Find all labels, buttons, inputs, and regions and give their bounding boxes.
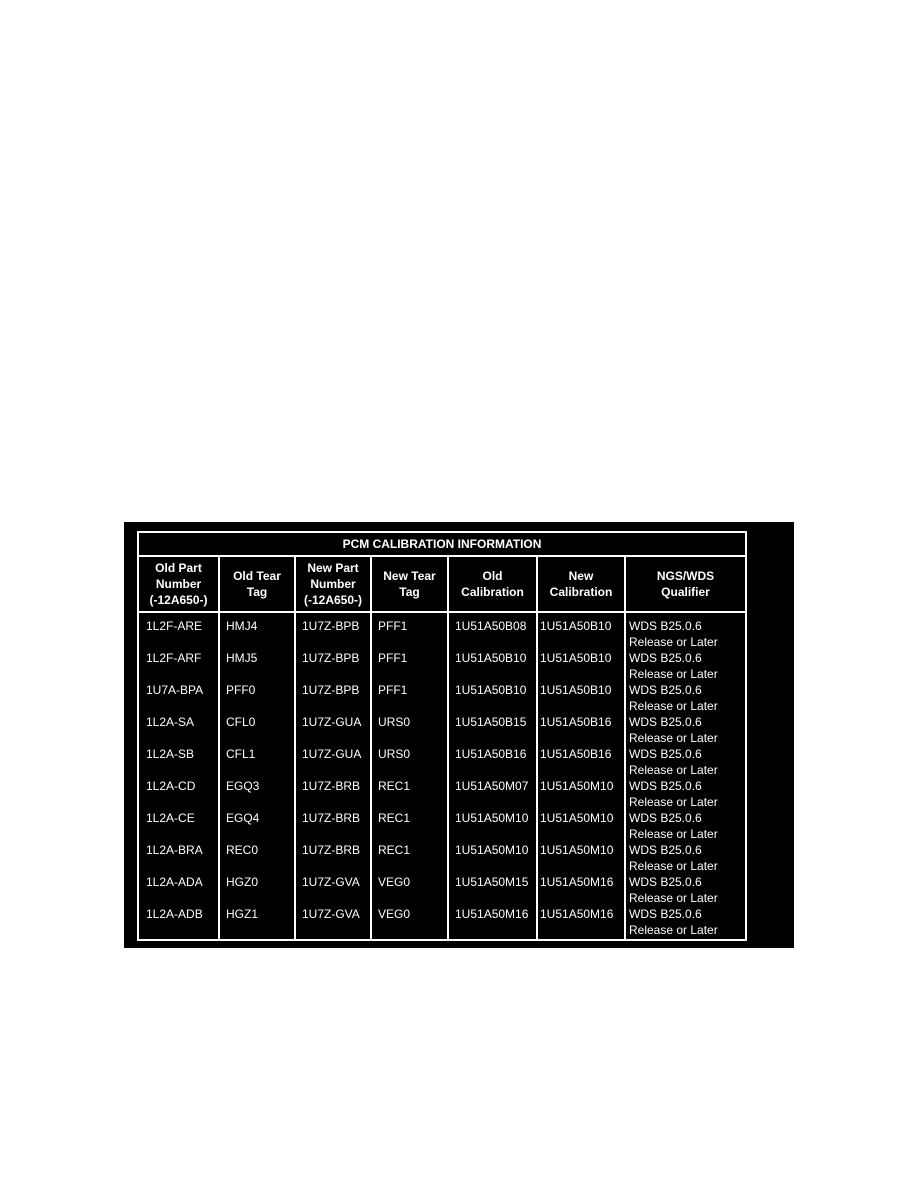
- table-cell: PFF1: [378, 651, 408, 665]
- header-new-part-number: New Part Number (-12A650-): [294, 557, 370, 611]
- table-cell: 1U7Z-GVA: [302, 875, 360, 889]
- table-cell: 1U7Z-BPB: [302, 651, 360, 665]
- table-cell: PFF0: [226, 683, 256, 697]
- table-cell: EGQ4: [226, 811, 260, 825]
- qualifier-line-1: WDS B25.0.6: [629, 715, 702, 729]
- table-cell: 1U7Z-GUA: [302, 715, 362, 729]
- column-old-part-number: [139, 613, 218, 939]
- table-cell: 1U51A50B15: [455, 715, 527, 729]
- column-old-calibration: [447, 613, 536, 939]
- qualifier-line-1: WDS B25.0.6: [629, 683, 702, 697]
- table-cell: 1U51A50B10: [455, 651, 527, 665]
- qualifier-cell: [626, 618, 745, 650]
- table-cell: REC1: [378, 843, 411, 857]
- table-cell: EGQ3: [226, 779, 260, 793]
- table-cell: 1U51A50M10: [540, 811, 614, 825]
- table-cell: 1U51A50M16: [540, 907, 614, 921]
- table-cell: 1U51A50B10: [540, 651, 612, 665]
- header-old-tear-tag: Old Tear Tag: [218, 557, 294, 611]
- table-cell: PFF1: [378, 683, 408, 697]
- column-new-part-number: [294, 613, 370, 939]
- table-cell: 1L2A-BRA: [146, 843, 203, 857]
- qualifier-line-1: WDS B25.0.6: [629, 811, 702, 825]
- table-cell: 1U51A50B16: [455, 747, 527, 761]
- table-cell: 1U51A50B16: [540, 715, 612, 729]
- qualifier-line-1: WDS B25.0.6: [629, 779, 702, 793]
- table-cell: 1U7Z-BRB: [302, 843, 361, 857]
- qualifier-line-2: Release or Later: [629, 923, 718, 937]
- table-cell: PFF1: [378, 619, 408, 633]
- table-cell: 1U51A50B16: [540, 747, 612, 761]
- table-cell: 1L2A-SA: [146, 715, 195, 729]
- table-cell: HMJ4: [226, 619, 258, 633]
- table-cell: 1U7Z-BPB: [302, 619, 360, 633]
- table-cell: 1U51A50M10: [455, 843, 529, 857]
- header-new-calibration: New Calibration: [536, 557, 624, 611]
- table-cell: 1U7Z-GVA: [302, 907, 360, 921]
- table-cell: 1U51A50B08: [455, 619, 527, 633]
- table-cell: 1U7Z-GUA: [302, 747, 362, 761]
- qualifier-line-2: Release or Later: [629, 763, 718, 777]
- qualifier-cell: [626, 874, 745, 906]
- table-cell: VEG0: [378, 907, 411, 921]
- qualifier-line-2: Release or Later: [629, 667, 718, 681]
- table-cell: 1U7Z-BRB: [302, 779, 361, 793]
- qualifier-line-2: Release or Later: [629, 827, 718, 841]
- table-cell: 1L2F-ARE: [146, 619, 203, 633]
- qualifier-line-1: WDS B25.0.6: [629, 651, 702, 665]
- header-row: [139, 557, 745, 613]
- table-cell: 1U51A50M15: [455, 875, 529, 889]
- qualifier-line-1: WDS B25.0.6: [629, 747, 702, 761]
- table-cell: URS0: [378, 747, 411, 761]
- table-body: [139, 613, 745, 939]
- qualifier-line-2: Release or Later: [629, 699, 718, 713]
- table-cell: 1U51A50M16: [455, 907, 529, 921]
- table-cell: 1U51A50M16: [540, 875, 614, 889]
- table-cell: 1U51A50B10: [455, 683, 527, 697]
- column-qualifier: [624, 613, 745, 939]
- qualifier-cell: [626, 906, 745, 938]
- qualifier-cell: [626, 746, 745, 778]
- table-cell: HGZ0: [226, 875, 259, 889]
- table-cell: 1L2A-SB: [146, 747, 195, 761]
- qualifier-cell: [626, 650, 745, 682]
- table-cell: VEG0: [378, 875, 411, 889]
- header-new-tear-tag: New Tear Tag: [370, 557, 447, 611]
- column-new-tear-tag: [370, 613, 447, 939]
- header-old-calibration: Old Calibration: [447, 557, 536, 611]
- table-cell: 1U7A-BPA: [146, 683, 204, 697]
- column-old-tear-tag: [218, 613, 294, 939]
- table-cell: 1U51A50B10: [540, 683, 612, 697]
- table-cell: 1L2F-ARF: [146, 651, 202, 665]
- table-cell: REC1: [378, 779, 411, 793]
- table-title: PCM CALIBRATION INFORMATION: [139, 533, 745, 557]
- table-cell: CFL1: [226, 747, 256, 761]
- qualifier-cell: [626, 682, 745, 714]
- table-cell: 1L2A-CE: [146, 811, 195, 825]
- qualifier-line-2: Release or Later: [629, 891, 718, 905]
- column-new-calibration: [536, 613, 624, 939]
- table-cell: HMJ5: [226, 651, 258, 665]
- header-old-part-number: Old Part Number (-12A650-): [149, 561, 208, 607]
- qualifier-cell: [626, 842, 745, 874]
- calibration-table: [137, 531, 747, 941]
- qualifier-line-1: WDS B25.0.6: [629, 875, 702, 889]
- table-cell: 1U51A50M10: [455, 811, 529, 825]
- table-cell: 1U51A50B10: [540, 619, 612, 633]
- table-cell: 1U7Z-BRB: [302, 811, 361, 825]
- table-cell: REC1: [378, 811, 411, 825]
- table-cell: CFL0: [226, 715, 256, 729]
- table-cell: 1U51A50M10: [540, 779, 614, 793]
- table-cell: URS0: [378, 715, 411, 729]
- table-cell: 1U7Z-BPB: [302, 683, 360, 697]
- table-cell: HGZ1: [226, 907, 259, 921]
- qualifier-line-2: Release or Later: [629, 731, 718, 745]
- table-cell: 1U51A50M10: [540, 843, 614, 857]
- qualifier-line-2: Release or Later: [629, 635, 718, 649]
- qualifier-line-2: Release or Later: [629, 859, 718, 873]
- table-cell: 1U51A50M07: [455, 779, 529, 793]
- table-cell: 1L2A-ADA: [146, 875, 203, 889]
- qualifier-line-2: Release or Later: [629, 795, 718, 809]
- qualifier-cell: [626, 714, 745, 746]
- qualifier-line-1: WDS B25.0.6: [629, 619, 702, 633]
- calibration-table-image: [124, 522, 794, 948]
- table-cell: 1L2A-CD: [146, 779, 196, 793]
- table-cell: 1L2A-ADB: [146, 907, 203, 921]
- qualifier-cell: [626, 810, 745, 842]
- table-cell: REC0: [226, 843, 259, 857]
- qualifier-line-1: WDS B25.0.6: [629, 907, 702, 921]
- header-qualifier: NGS/WDS Qualifier: [624, 557, 745, 611]
- qualifier-cell: [626, 778, 745, 810]
- qualifier-line-1: WDS B25.0.6: [629, 843, 702, 857]
